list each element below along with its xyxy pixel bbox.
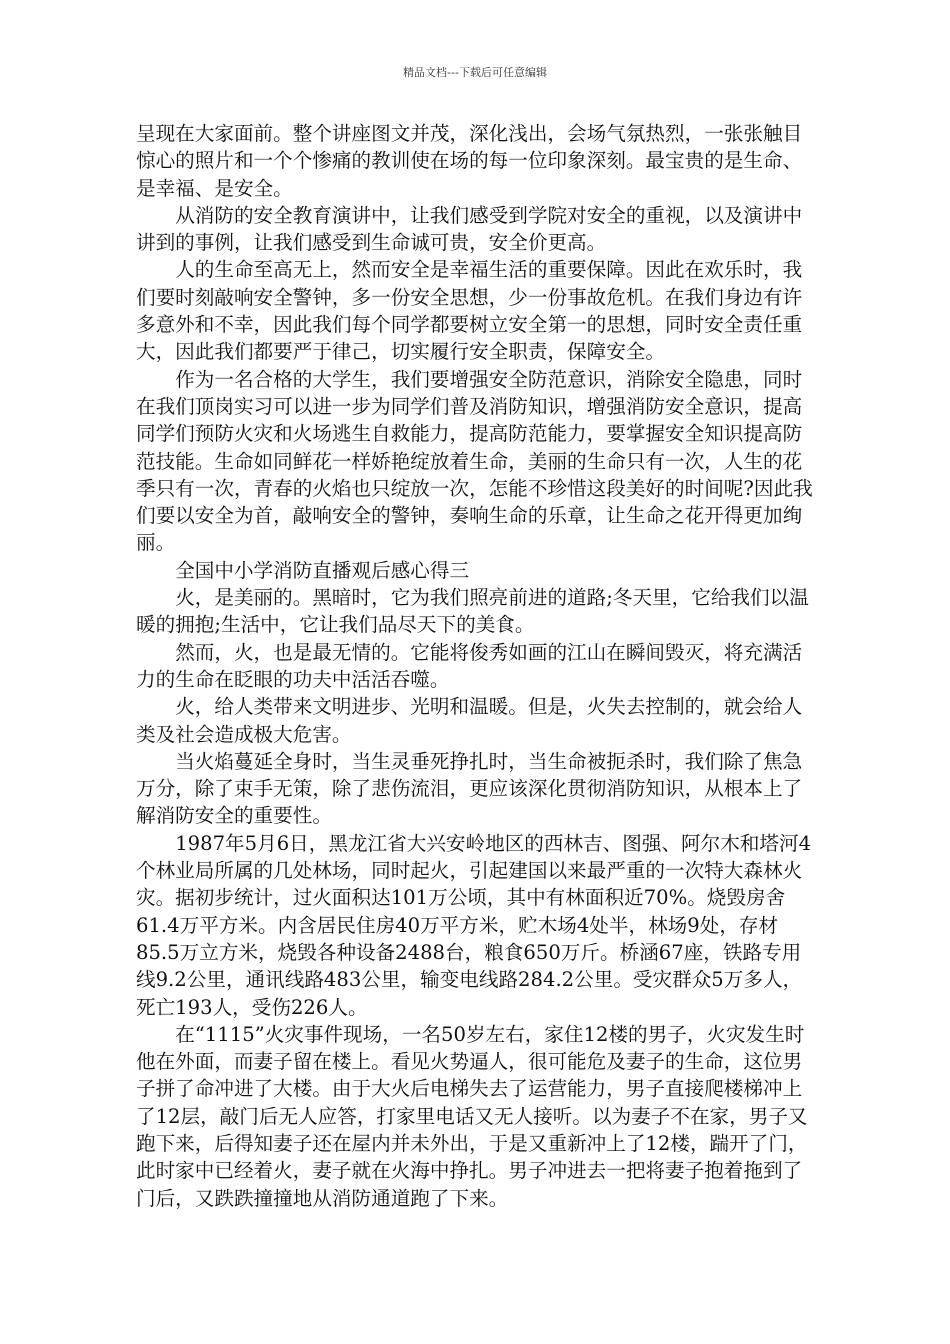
paragraph: 呈现在大家面前。整个讲座图文并茂，深化浅出，会场气氛热烈，一张张触目惊心的照片和一个个惨痛的教训使在场的每一位印象深刻。最宝贵的是生命、是幸福、是安全。 <box>136 122 803 200</box>
paragraph: 在“1115”火灾事件现场，一名50岁左右，家住12楼的男子，火灾发生时他在外面，而妻子留在楼上。看见火势逼人，很可能危及妻子的生命，这位男子拼了命冲进了大楼。由于大火后电梯失去了运营能力，男子直接爬楼梯冲上了12层，敲门后无人应答，打家里电话又无人接听。以为妻子不在家，男子又跑下来，后得知妻子还在屋内并未外出，于是又重新冲上了12楼，踹开了门，此时家中已经着火，妻子就在火海中挣扎。男子冲进去一把将妻子抱着拖到了门后，又跌跌撞撞地从消防通道跑了下来。 <box>136 1022 808 1210</box>
section-title: 全国中小学消防直播观后感心得三 <box>175 558 470 582</box>
paragraph: 1987年5月6日，黑龙江省大兴安岭地区的西林吉、图强、阿尔木和塔河4个林业局所属的几处林场，同时起火，引起建国以来最严重的一次特大森林火灾。据初步统计，过火面积达101万公顷，其中有林面积近70%。烧毁房舍61.4万平方米。内含居民住房40万平方米，贮木场4处半，林场9处，存材85.5万立方米，烧毁各种设备2488台，粮食650万斤。桥涵67座，铁路专用线9.2公里，通讯线路483公里，输变电线路284.2公里。受灾群众5万多人，死亡193人，受伤226人。 <box>136 831 812 1019</box>
paragraph: 从消防的安全教育演讲中，让我们感受到学院对安全的重视，以及演讲中讲到的事例，让我们感受到生命诚可贵，安全价更高。 <box>136 203 803 255</box>
paragraph: 当火焰蔓延全身时，当生灵垂死挣扎时，当生命被扼杀时，我们除了焦急万分，除了束手无策，除了悲伤流泪，更应该深化贯彻消防知识，从根本上了解消防安全的重要性。 <box>136 749 803 828</box>
paragraph: 人的生命至高无上，然而安全是幸福生活的重要保障。因此在欢乐时，我们要时刻敲响安全警钟，多一份安全思想，少一份事故危机。在我们身边有许多意外和不幸，因此我们每个同学都要树立安全第一的思想，同时安全责任重大，因此我们都要严于律己，切实履行安全职责，保障安全。 <box>136 258 803 364</box>
paragraph: 火，给人类带来文明进步、光明和温暖。但是，火失去控制的，就会给人类及社会造成极大危害。 <box>136 695 803 746</box>
page-header: 精品文档---下载后可任意编辑 <box>403 66 547 79</box>
paragraph: 然而，火，也是最无情的。它能将俊秀如画的江山在瞬间毁灭，将充满活力的生命在眨眼的功夫中活活吞噬。 <box>136 640 803 691</box>
paragraph: 作为一名合格的大学生，我们要增强安全防范意识，消除安全隐患，同时在我们顶岗实习可以进一步为同学们普及消防知识，增强消防安全意识，提高同学们预防火灾和火场逃生自救能力，提高防范能力，要掌握安全知识提高防范技能。生命如同鲜花一样娇艳绽放着生命，美丽的生命只有一次，人生的花季只有一次，青春的火焰也只绽放一次，怎能不珍惜这段美好的时间呢?因此我们要以安全为首，敲响安全的警钟，奏响生命的乐章，让生命之花开得更加绚丽。 <box>136 367 813 555</box>
document-body <box>136 120 816 1212</box>
paragraph: 火，是美丽的。黑暗时，它为我们照亮前进的道路;冬天里，它给我们以温暖的拥抱;生活中，它让我们品尽天下的美食。 <box>136 586 809 637</box>
